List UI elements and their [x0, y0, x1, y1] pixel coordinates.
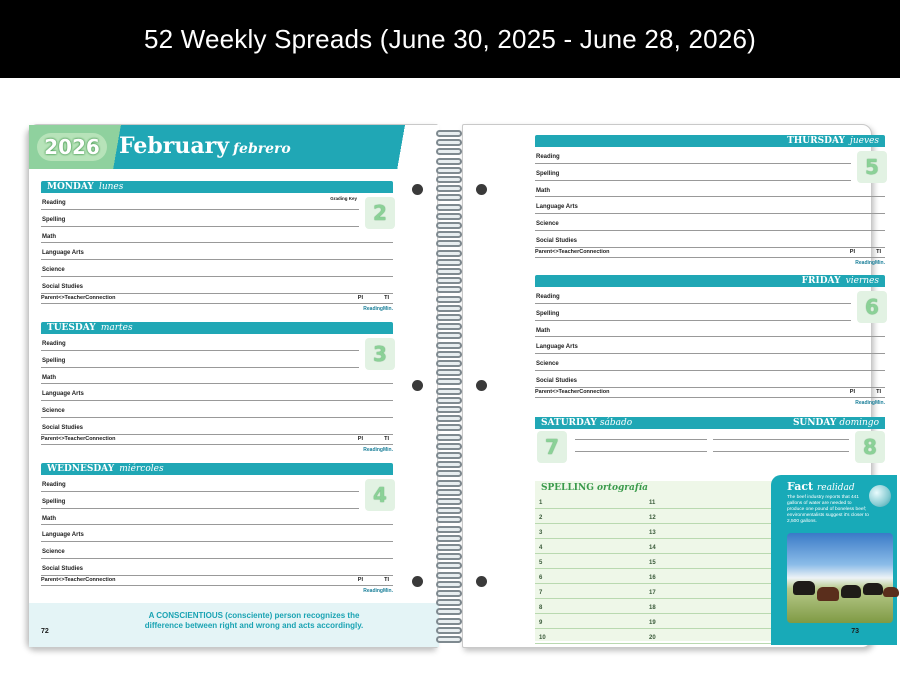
subject-line[interactable]: Math: [41, 509, 393, 526]
spelling-number: 16: [649, 575, 656, 581]
spiral-coil: [436, 231, 462, 238]
spiral-coil: [436, 553, 462, 560]
spelling-row[interactable]: [535, 494, 775, 509]
subject-line[interactable]: Math: [41, 227, 393, 244]
grading-note: Grading Key: [330, 196, 357, 201]
quote-footer: [29, 603, 439, 647]
subject-line[interactable]: Math: [535, 181, 885, 198]
spelling-number: 2: [539, 515, 543, 521]
globe-icon: [869, 485, 891, 507]
parent-teacher-connection[interactable]: Parent<>TeacherConnection PI TI: [41, 576, 393, 586]
subject-line[interactable]: Reading: [41, 193, 359, 210]
spelling-row[interactable]: [535, 524, 775, 539]
banner-title: 52 Weekly Spreads (June 30, 2025 - June 28, 2026): [143, 23, 757, 54]
binding-hole: [476, 576, 487, 587]
spiral-coil: [436, 627, 462, 634]
day-number: 6: [857, 291, 887, 323]
spiral-coil: [436, 130, 462, 137]
subject-line[interactable]: Spelling: [535, 164, 851, 181]
day-bar: THURSDAY jueves: [535, 135, 885, 147]
spelling-number: 7: [539, 590, 543, 596]
spiral-coil: [436, 608, 462, 615]
planner-spread: [28, 124, 885, 648]
saturday-number: 7: [537, 431, 567, 463]
day-bar: TUESDAY martes: [41, 322, 393, 334]
spiral-coil: [436, 544, 462, 551]
reading-minutes[interactable]: ReadingMin.: [855, 399, 885, 406]
day-number: 2: [365, 197, 395, 229]
day-bar: FRIDAY viernes: [535, 275, 885, 287]
spiral-coil: [436, 388, 462, 395]
spiral-coil: [436, 250, 462, 257]
day-friday: [535, 275, 885, 406]
spiral-coil: [436, 185, 462, 192]
spelling-number: 10: [539, 635, 546, 641]
spiral-coil: [436, 259, 462, 266]
spiral-coil: [436, 378, 462, 385]
spelling-number: 15: [649, 560, 656, 566]
year-badge: 2026: [37, 133, 107, 161]
spiral-coil: [436, 424, 462, 431]
subject-line[interactable]: Science: [535, 214, 885, 231]
spelling-number: 8: [539, 605, 543, 611]
spelling-row[interactable]: [535, 599, 775, 614]
binding-hole: [412, 184, 423, 195]
subject-line[interactable]: Science: [535, 354, 885, 371]
parent-teacher-connection[interactable]: Parent<>TeacherConnection PI TI: [41, 294, 393, 304]
subject-line[interactable]: Reading: [41, 475, 359, 492]
spiral-coil: [436, 296, 462, 303]
spiral-coil: [436, 636, 462, 643]
spiral-coil: [436, 406, 462, 413]
weekend-bar: [535, 417, 885, 429]
spelling-row[interactable]: [535, 584, 775, 599]
subject-line[interactable]: Language Arts: [41, 384, 393, 401]
spelling-row[interactable]: [535, 509, 775, 524]
spiral-coil: [436, 148, 462, 155]
subject-line[interactable]: Spelling: [41, 351, 359, 368]
spiral-coil: [436, 314, 462, 321]
subject-line[interactable]: Social Studies: [41, 418, 393, 435]
spiral-coil: [436, 139, 462, 146]
day-number: 5: [857, 151, 887, 183]
binding-hole: [476, 380, 487, 391]
spiral-coil: [436, 516, 462, 523]
cattle-photo: [787, 533, 893, 623]
spiral-coil: [436, 415, 462, 422]
spiral-binding: [432, 130, 466, 644]
spiral-coil: [436, 526, 462, 533]
banner: [0, 0, 900, 78]
subject-line[interactable]: Math: [535, 321, 885, 338]
spiral-coil: [436, 351, 462, 358]
spelling-number: 12: [649, 515, 656, 521]
month-header: [29, 125, 439, 169]
page-number-right: 73: [851, 628, 859, 635]
subject-line[interactable]: Language Arts: [535, 197, 885, 214]
spelling-row[interactable]: [535, 614, 775, 629]
sunday-line[interactable]: [713, 439, 849, 440]
spiral-coil: [436, 240, 462, 247]
spiral-coil: [436, 342, 462, 349]
spelling-number: 4: [539, 545, 543, 551]
spiral-coil: [436, 470, 462, 477]
spiral-coil: [436, 213, 462, 220]
binding-hole: [412, 576, 423, 587]
day-number: 3: [365, 338, 395, 370]
spelling-rows: [535, 494, 775, 644]
character-quote: A CONSCIENTIOUS (consciente) person recognizes the difference between right and wrong and acts accordingly.: [144, 611, 364, 630]
reading-minutes[interactable]: ReadingMin.: [855, 259, 885, 266]
month-name: February: [119, 133, 230, 159]
subject-line[interactable]: Science: [41, 542, 393, 559]
subject-line[interactable]: Social Studies: [535, 231, 885, 248]
spiral-coil: [436, 507, 462, 514]
spelling-number: 1: [539, 500, 543, 506]
spiral-coil: [436, 277, 462, 284]
spelling-number: 17: [649, 590, 656, 596]
spiral-coil: [436, 535, 462, 542]
spelling-number: 13: [649, 530, 656, 536]
fact-text: The beef industry reports that 441 gallons of water are needed to produce one pound of boneless beef; environmentalists suggest it's closer to 2,500 gallons.: [787, 495, 869, 524]
parent-teacher-connection[interactable]: Parent<>TeacherConnection PI TI: [535, 248, 885, 258]
spelling-number: 18: [649, 605, 656, 611]
subject-line[interactable]: Language Arts: [41, 243, 393, 260]
spiral-coil: [436, 489, 462, 496]
spiral-coil: [436, 323, 462, 330]
spelling-number: 6: [539, 575, 543, 581]
reading-minutes[interactable]: ReadingMin.: [363, 587, 393, 594]
subject-line[interactable]: Language Arts: [41, 525, 393, 542]
month-name-es: febrero: [233, 141, 291, 157]
spiral-coil: [436, 599, 462, 606]
subject-line[interactable]: Spelling: [41, 492, 359, 509]
subject-line[interactable]: Reading: [535, 147, 851, 164]
subject-line[interactable]: Spelling: [535, 304, 851, 321]
reading-minutes[interactable]: ReadingMin.: [363, 305, 393, 312]
parent-teacher-connection[interactable]: Parent<>TeacherConnection PI TI: [535, 388, 885, 398]
spiral-coil: [436, 562, 462, 569]
month-title: [119, 133, 291, 159]
day-wednesday: [41, 463, 393, 594]
saturday-line[interactable]: [575, 439, 707, 440]
weekend-section: [535, 417, 885, 469]
fact-box: [771, 475, 897, 645]
spiral-coil: [436, 176, 462, 183]
spiral-coil: [436, 222, 462, 229]
sunday-line[interactable]: [713, 451, 849, 452]
spiral-coil: [436, 305, 462, 312]
saturday-label: SATURDAY sábado: [541, 418, 633, 428]
parent-teacher-connection[interactable]: Parent<>TeacherConnection PI TI: [41, 435, 393, 445]
spiral-coil: [436, 480, 462, 487]
spelling-number: 9: [539, 620, 543, 626]
day-thursday: [535, 135, 885, 266]
spiral-coil: [436, 590, 462, 597]
subject-line[interactable]: Science: [41, 401, 393, 418]
subject-line[interactable]: Reading: [41, 334, 359, 351]
sunday-number: 8: [855, 431, 885, 463]
spiral-coil: [436, 461, 462, 468]
spiral-coil: [436, 397, 462, 404]
spelling-list: [535, 481, 775, 641]
binding-hole: [476, 184, 487, 195]
subject-line[interactable]: Math: [41, 368, 393, 385]
subject-line[interactable]: Language Arts: [535, 337, 885, 354]
spiral-coil: [436, 286, 462, 293]
subject-line[interactable]: Social Studies: [535, 371, 885, 388]
binding-hole: [412, 380, 423, 391]
spiral-coil: [436, 452, 462, 459]
spelling-row[interactable]: [535, 539, 775, 554]
spiral-coil: [436, 581, 462, 588]
spiral-coil: [436, 498, 462, 505]
reading-minutes[interactable]: ReadingMin.: [363, 446, 393, 453]
spelling-row[interactable]: [535, 569, 775, 584]
spiral-coil: [436, 443, 462, 450]
spiral-coil: [436, 268, 462, 275]
spiral-coil: [436, 360, 462, 367]
right-page: [462, 124, 885, 648]
spelling-row[interactable]: [535, 554, 775, 569]
subject-line[interactable]: Science: [41, 260, 393, 277]
spelling-title: SPELLING ortografía: [541, 483, 648, 493]
spiral-coil: [436, 167, 462, 174]
left-page: [28, 124, 438, 648]
spiral-coil: [436, 158, 462, 165]
spiral-coil: [436, 572, 462, 579]
day-bar: MONDAY lunes: [41, 181, 393, 193]
saturday-line[interactable]: [575, 451, 707, 452]
spelling-number: 5: [539, 560, 543, 566]
spiral-coil: [436, 434, 462, 441]
day-number: 4: [365, 479, 395, 511]
spiral-coil: [436, 332, 462, 339]
subject-line[interactable]: Spelling: [41, 210, 359, 227]
spelling-number: 11: [649, 500, 656, 506]
fact-title: Fact realidad: [787, 480, 855, 493]
spelling-number: 20: [649, 635, 656, 641]
spiral-coil: [436, 204, 462, 211]
spiral-coil: [436, 194, 462, 201]
spelling-row[interactable]: [535, 629, 775, 644]
spelling-number: 14: [649, 545, 656, 551]
spiral-coil: [436, 369, 462, 376]
day-monday: [41, 181, 393, 312]
sunday-label: SUNDAY domingo: [792, 418, 879, 428]
spiral-coil: [436, 618, 462, 625]
subject-line[interactable]: Social Studies: [41, 277, 393, 294]
subject-line[interactable]: Social Studies: [41, 559, 393, 576]
spelling-number: 19: [649, 620, 656, 626]
subject-line[interactable]: Reading: [535, 287, 851, 304]
spelling-number: 3: [539, 530, 543, 536]
page-number-left: 72: [41, 628, 49, 635]
day-bar: WEDNESDAY miércoles: [41, 463, 393, 475]
day-tuesday: [41, 322, 393, 453]
